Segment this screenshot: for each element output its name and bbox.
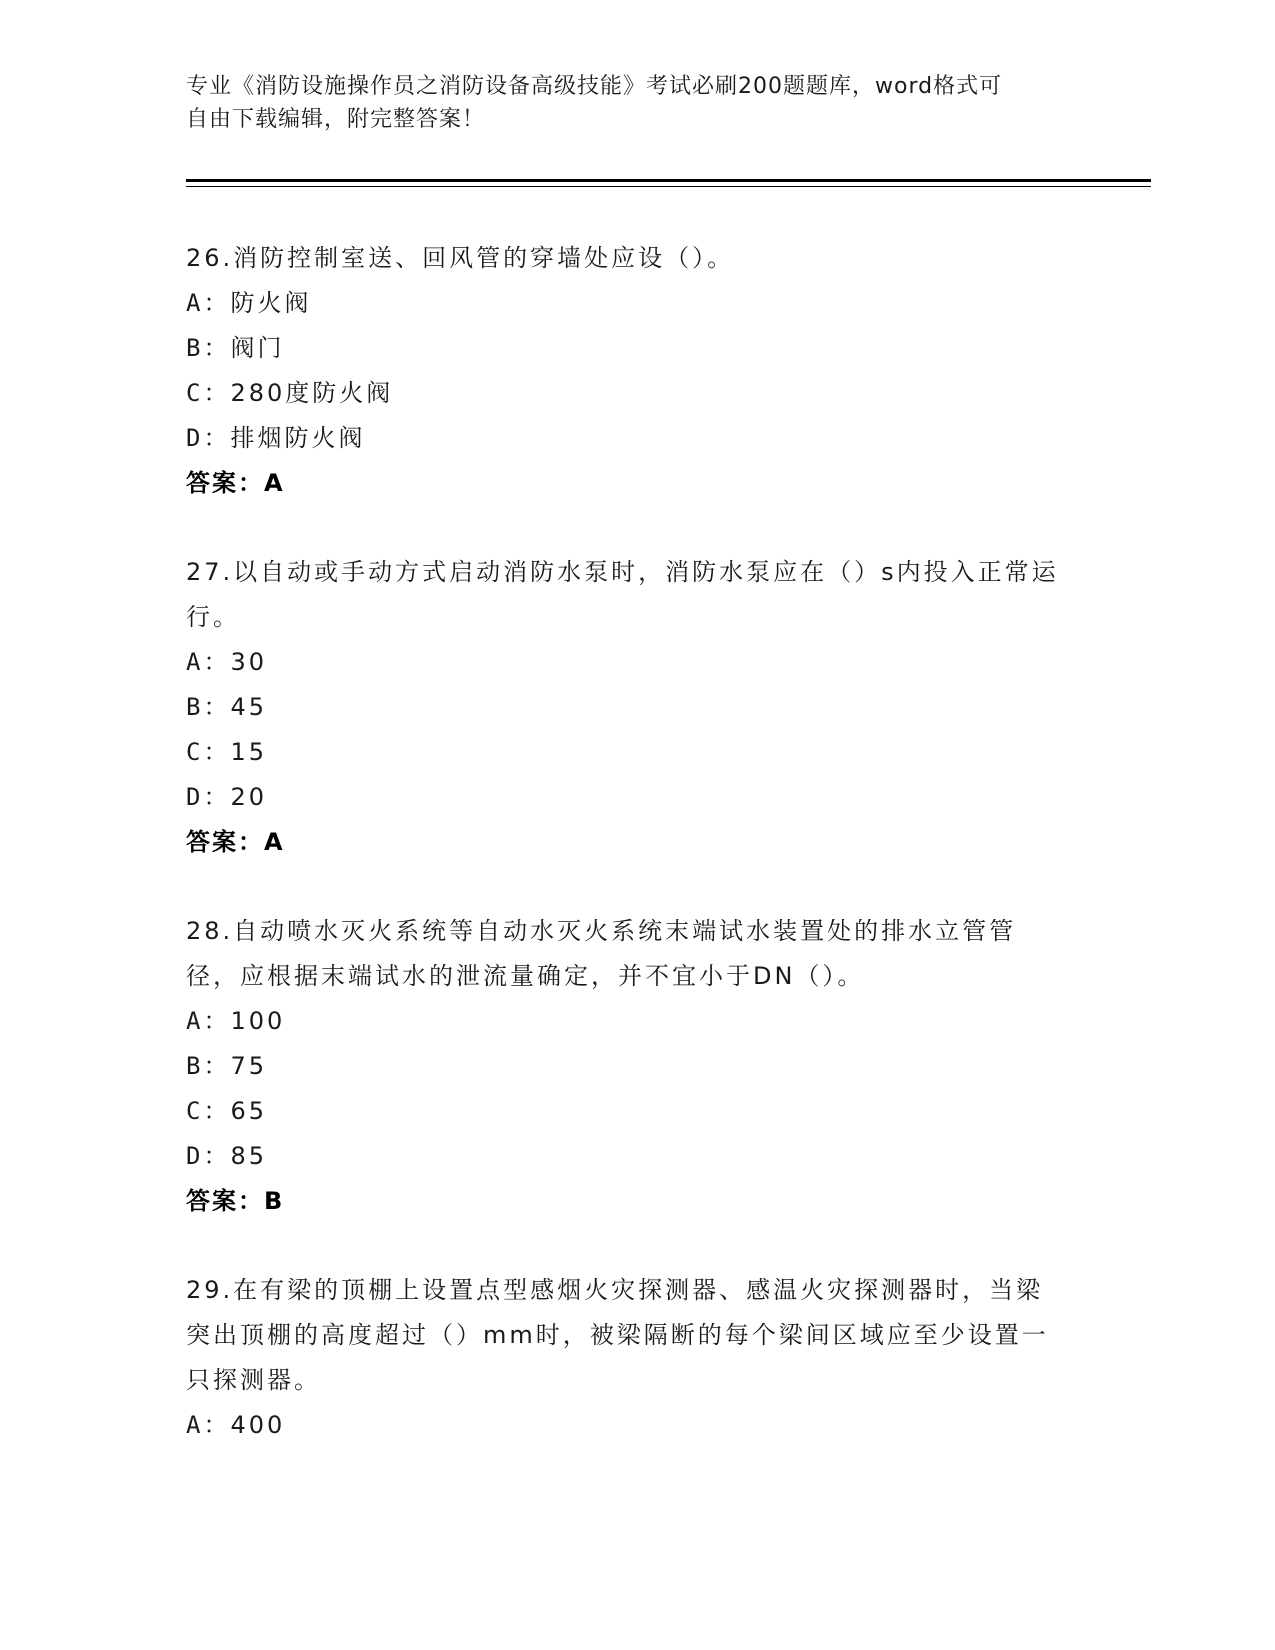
answer-line: 答案：B xyxy=(186,1187,285,1215)
option-a xyxy=(186,640,1066,685)
option-label: D： xyxy=(186,424,231,452)
option-b xyxy=(186,326,1066,371)
option-text: 75 xyxy=(230,1052,267,1080)
option-text: 45 xyxy=(230,693,267,721)
option-text: 15 xyxy=(230,738,267,766)
question-stem: 26.消防控制室送、回风管的穿墙处应设（）。 xyxy=(186,244,735,272)
option-text: 阀门 xyxy=(230,334,285,362)
option-label: A： xyxy=(186,289,231,317)
option-text: 280度防火阀 xyxy=(230,379,394,407)
option-label: B： xyxy=(186,334,231,362)
question-list xyxy=(186,236,1066,1492)
option-text: 30 xyxy=(230,648,267,676)
option-text: 100 xyxy=(230,1007,286,1035)
option-label: A： xyxy=(186,648,231,676)
option-label: C： xyxy=(186,379,231,407)
header-divider-thin xyxy=(186,186,1151,187)
option-c xyxy=(186,730,1066,775)
question-29 xyxy=(186,1268,1066,1448)
option-text: 排烟防火阀 xyxy=(230,424,366,452)
option-text: 防火阀 xyxy=(230,289,312,317)
option-label: C： xyxy=(186,1097,231,1125)
option-b xyxy=(186,1044,1066,1089)
option-c xyxy=(186,371,1066,416)
option-text: 400 xyxy=(230,1411,286,1439)
option-label: B： xyxy=(186,1052,231,1080)
option-b xyxy=(186,685,1066,730)
option-label: D： xyxy=(186,1142,231,1170)
option-label: A： xyxy=(186,1007,231,1035)
option-d xyxy=(186,1134,1066,1179)
document-title: 专业《消防设施操作员之消防设备高级技能》考试必刷200题题库，word格式可 自由下载编辑，附完整答案！ xyxy=(186,74,1003,132)
option-a xyxy=(186,281,1066,326)
option-text: 65 xyxy=(230,1097,267,1125)
option-d xyxy=(186,416,1066,461)
option-label: A： xyxy=(186,1411,231,1439)
option-label: B： xyxy=(186,693,231,721)
option-text: 20 xyxy=(230,783,267,811)
option-text: 85 xyxy=(230,1142,267,1170)
question-stem: 27.以自动或手动方式启动消防水泵时，消防水泵应在（）s内投入正常运行。 xyxy=(186,558,1059,631)
question-stem: 28.自动喷水灭火系统等自动水灭火系统末端试水装置处的排水立管管径，应根据末端试水的泄流量确定，并不宜小于DN（）。 xyxy=(186,917,1017,990)
option-d xyxy=(186,775,1066,820)
option-a xyxy=(186,1403,1066,1448)
header-divider-thick xyxy=(186,179,1151,182)
question-27 xyxy=(186,550,1066,865)
question-stem: 29.在有梁的顶棚上设置点型感烟火灾探测器、感温火灾探测器时，当梁突出顶棚的高度超过（）mm时，被梁隔断的每个梁间区域应至少设置一只探测器。 xyxy=(186,1276,1049,1394)
option-label: D： xyxy=(186,783,231,811)
option-a xyxy=(186,999,1066,1044)
answer-line: 答案：A xyxy=(186,828,285,856)
option-c xyxy=(186,1089,1066,1134)
option-label: C： xyxy=(186,738,231,766)
question-28 xyxy=(186,909,1066,1224)
question-26 xyxy=(186,236,1066,506)
document-header xyxy=(186,70,1066,136)
answer-line: 答案：A xyxy=(186,469,285,497)
